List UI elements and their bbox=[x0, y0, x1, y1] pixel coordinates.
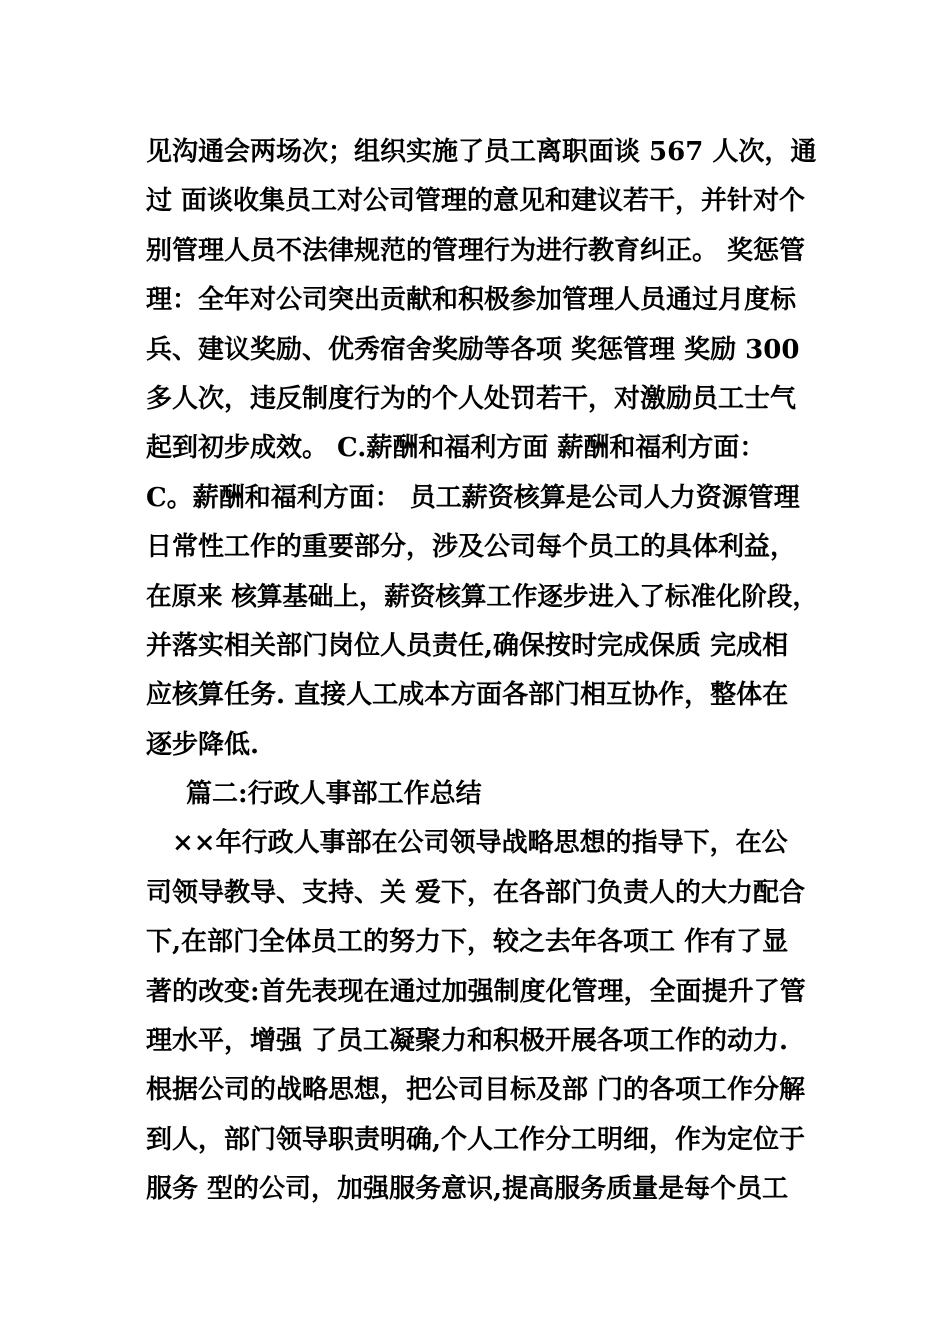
paragraph-line: 服务 型的公司，加强服务意识,提高服务质量是每个员工 bbox=[146, 1174, 789, 1205]
paragraph-line: 并落实相关部门岗位人员责任,确保按时完成保质 完成相 bbox=[146, 630, 789, 661]
body-text bbox=[146, 128, 818, 1215]
paragraph-line: 起到初步成效。 C.薪酬和福利方面 薪酬和福利方面： bbox=[146, 433, 766, 464]
paragraph-line: 应核算任务. 直接人工成本方面各部门相互协作，整体在 bbox=[146, 680, 789, 711]
paragraph-line: 在原来 核算基础上，薪资核算工作逐步进入了标准化阶段， bbox=[146, 581, 818, 612]
paragraph-line: 下,在部门全体员工的努力下，较之去年各项工 作有了显 bbox=[146, 927, 789, 958]
paragraph-line: ××年行政人事部在公司领导战略思想的指导下，在公 bbox=[172, 828, 788, 859]
paragraph-line: 逐步降低. bbox=[146, 729, 260, 760]
paragraph-line: 多人次，违反制度行为的个人处罚若干，对激励员工士气 bbox=[146, 383, 797, 414]
paragraph-line: 到人，部门领导职责明确,个人工作分工明细，作为定位于 bbox=[146, 1124, 806, 1155]
paragraph-line: 日常性工作的重要部分，涉及公司每个员工的具体利益， bbox=[146, 532, 797, 563]
section-heading: 篇二:行政人事部工作总结 bbox=[186, 779, 482, 810]
paragraph-line: 别管理人员不法律规范的管理行为进行教育纠正。 奖惩管 bbox=[146, 235, 806, 266]
paragraph-line: 过 面谈收集员工对公司管理的意见和建议若干，并针对个 bbox=[146, 186, 806, 217]
paragraph-line: 兵、建议奖励、优秀宿舍奖励等各项 奖惩管理 奖励 300 bbox=[146, 334, 800, 365]
paragraph-line: C。薪酬和福利方面： 员工薪资核算是公司人力资源管理 bbox=[146, 482, 800, 513]
paragraph-line: 根据公司的战略思想，把公司目标及部 门的各项工作分解 bbox=[146, 1075, 806, 1106]
paragraph-line: 著的改变:首先表现在通过加强制度化管理，全面提升了管 bbox=[146, 976, 806, 1007]
paragraph-line: 理：全年对公司突出贡献和积极参加管理人员通过月度标 bbox=[146, 285, 797, 316]
paragraph-line: 司领导教导、支持、关 爱下，在各部门负责人的大力配合 bbox=[146, 877, 806, 908]
paragraph-line: 理水平，增强 了员工凝聚力和积极开展各项工作的动力. bbox=[146, 1026, 789, 1057]
paragraph-line: 见沟通会两场次；组织实施了员工离职面谈 567 人次，通 bbox=[146, 137, 817, 167]
